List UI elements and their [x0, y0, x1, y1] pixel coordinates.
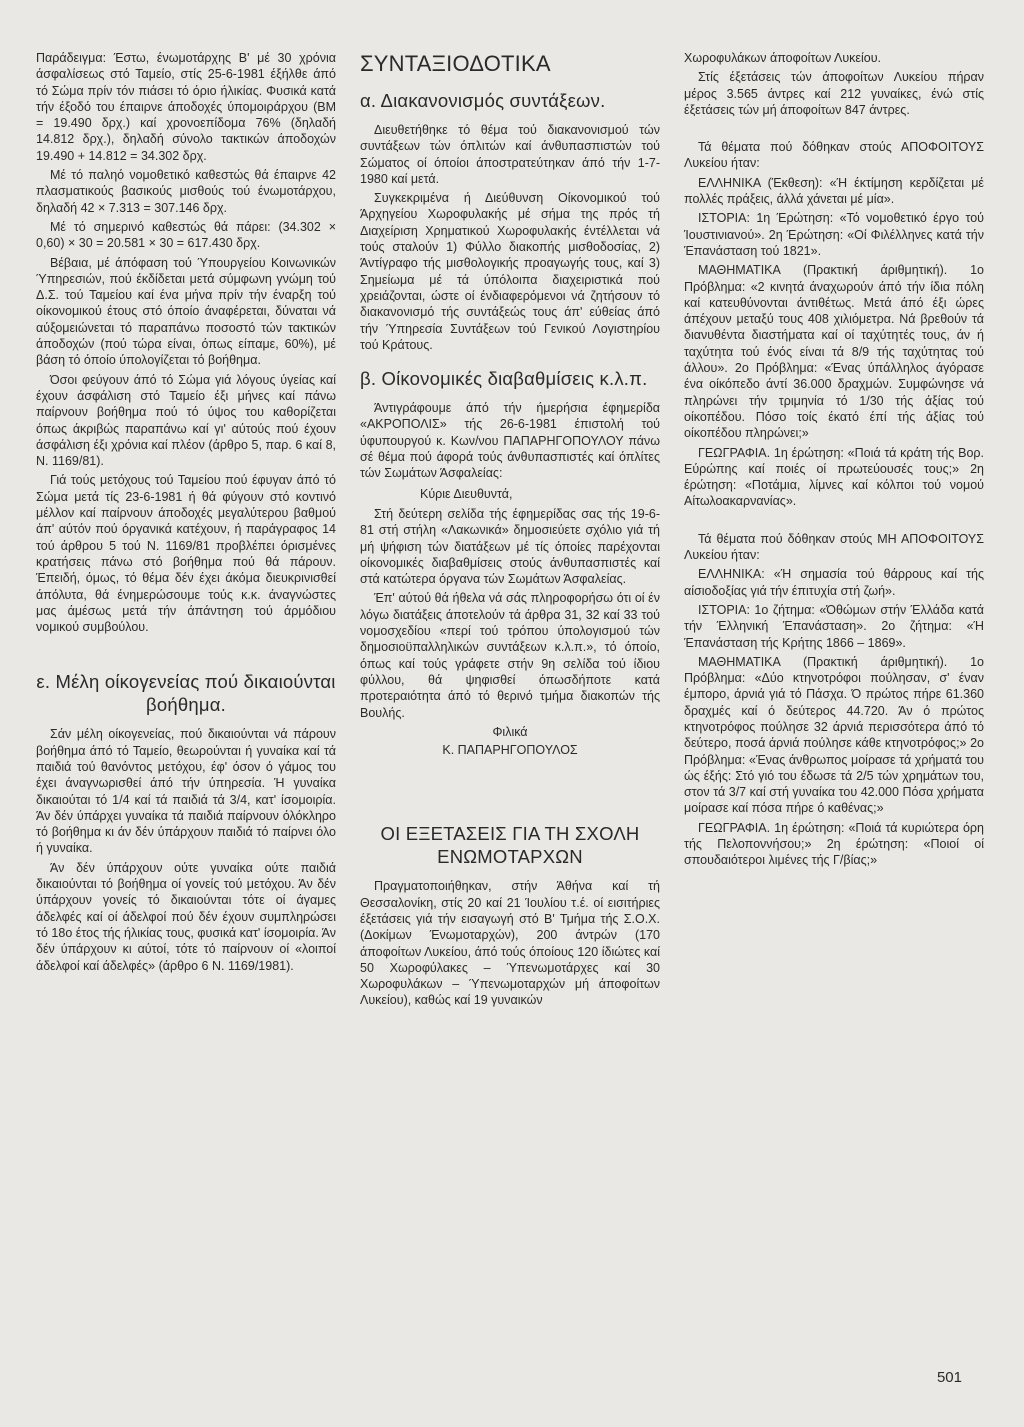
paragraph: ΙΣΤΟΡΙΑ: 1ο ζήτημα: «Όθώμων στήν Έλλάδα κατά τήν Έλληνική Έπανάσταση». 2ο ζήτημα: «Ή Έπανάσταση τής Κρήτης 1866 – 1869».: [684, 602, 984, 650]
section-heading: ε. Μέλη οίκογενείας πού δικαιούνται βοήθημα.: [36, 671, 336, 716]
paragraph: Βέβαια, μέ άπόφαση τού Ύπουργείου Κοινωνικών Ύπηρεσιών, πού έκδίδεται μετά σύμφωνη γνώμη τού Δ.Σ. τού Ταμείου καί ένα μήνα πρίν τήν έναρξη τού οίκονομικού έτους στό όποίο άναφέρεται, δύναται νά αύξομειώνεται τό παραπάνω ποσοστό τών τακτικών άποδοχών (πού τώρα είναι, όπως είπαμε, 60%), μέ βάση τό όποίο ύπολογίζεται τό βοήθημα.: [36, 255, 336, 368]
paragraph: ΙΣΤΟΡΙΑ: 1η Έρώτηση: «Τό νομοθετικό έργο τού Ίουστινιανού». 2η Έρώτηση: «Οί Φιλέλληνες κατά τήν Έπανάσταση τού 1821».: [684, 211, 984, 258]
paragraph: Άν δέν ύπάρχουν ούτε γυναίκα ούτε παιδιά δικαιούνται τό βοήθημα οί γονείς τού μετόχου. Άν δέν ύπάρχουν γονείς τό δικαιούνται τότε οί άγαμες άδελφές καί οί άδελφοί πού δέν έχουν συμπληρώσει τό 18ο έτος τής ήλικίας τους, φυσικά κατ' ίσομοιρία. Άν δέν ύπάρχουν κι αύτοί, τότε τό παίρνουν οί «λοιποί άδελφοί καί άδελφές» (άρθρο 6 Ν. 1169/1981).: [36, 860, 336, 973]
paragraph: Τά θέματα πού δόθηκαν στούς ΜΗ ΑΠΟΦΟΙΤΟΥΣ Λυκείου ήταν:: [684, 531, 984, 563]
paragraph: Διευθετήθηκε τό θέμα τού διακανονισμού τών συντάξεων τών όπλιτών καί άνθυπασπιστών τού Σώματος οί όποίοι άποστρατεύτηκαν άπό τήν 1-7-1980 καί μετά.: [360, 123, 660, 186]
section-heading: ΟΙ ΕΞΕΤΑΣΕΙΣ ΓΙΑ ΤΗ ΣΧΟΛΗ ΕΝΩΜΟΤΑΡΧΩΝ: [380, 823, 640, 868]
letter-closing: Φιλικά: [492, 724, 528, 739]
paragraph: Στή δεύτερη σελίδα τής έφημερίδας σας τής 19-6-81 στή στήλη «Λακωνικά» δημοσιεύετε σχόλιο γιά τή μή ψήφιση τών διατάξεων μέ τίς όποίες παρέχονται οίκονομικές διαβαθμίσεις στούς άνθυπασπιστές καί στά κατώτερα όργανα τών Σωμάτων Άσφαλείας.: [360, 506, 660, 587]
column-middle: [360, 50, 660, 1407]
paragraph: ΜΑΘΗΜΑΤΙΚΑ (Πρακτική άριθμητική). 1ο Πρόβλημα: «2 κινητά άναχωρούν άπό τήν ίδια πόλη καί κατευθύνονται άντιθέτως. Μετά άπό έξι ώρες άπέχουν μεταξύ τους 408 χιλιόμετρα. Νά βρεθούν τά διανυθέντα διαστήματα καί οί ταχύτητές τους, άν ή ταχύτητα τού ένός είναι τά 8/9 τής ταχύτητας τού άλλου». 2ο Πρόβλημα: «Ένας ύπάλληλος άγόρασε ένα οίκόπεδο άντί 36.000 δραχμών. Συμφώνησε νά πληρώνει τήν τριμηνία τό 1/30 τής άξίας τού οίκοπέδου. Πόσο τοίς έκατό έπί τής άξίας τού οίκοπέδου πληρώνει;»: [684, 263, 984, 441]
paragraph: Έπ' αύτού θά ήθελα νά σάς πληροφορήσω ότι οί έν λόγω διατάξεις άποτελούν τά άρθρα 31, 32 καί 33 τού νομοσχεδίου «περί τού τρόπου ύπολογισμού τών δημοσιοϋπαλληλικών συντάξεων κ.λ.π.», τό όποίο, όπως καί τούς γράφετε στήν 9η σελίδα τού ίδιου φύλλου, θά ψηφισθεί όπωσδήποτε κατά προτεραιότητα άπό τό θερινό τμήμα διακοπών τής Βουλής.: [360, 591, 660, 720]
paragraph: Χωροφυλάκων άποφοίτων Λυκείου.: [684, 51, 882, 65]
page-title: ΣΥΝΤΑΞΙΟΔΟΤΙΚΑ: [360, 51, 551, 76]
paragraph: Μέ τό σημερινό καθεστώς θά πάρει: (34.302 × 0,60) × 30 = 20.581 × 30 = 617.430 δρχ.: [36, 219, 336, 251]
column-left: [36, 50, 336, 1407]
paragraph: Μέ τό παληό νομοθετικό καθεστώς θά έπαιρνε 42 πλασματικούς βασικούς μισθούς τού ένωμοτάρχου, δηλαδή 42 × 7.313 = 307.146 δρχ.: [36, 168, 336, 215]
column-right: [684, 50, 984, 1407]
section-heading: α. Διακανονισμός συντάξεων.: [360, 90, 606, 111]
section-heading: β. Οίκονομικές διαβαθμίσεις κ.λ.π.: [360, 368, 648, 390]
paragraph: ΕΛΛΗΝΙΚΑ: «Ή σημασία τού θάρρους καί τής αίσιοδοξίας γιά τήν έπιτυχία στή ζωή».: [684, 567, 984, 598]
paragraph: Πραγματοποιήθηκαν, στήν Άθήνα καί τή Θεσσαλονίκη, στίς 20 καί 21 Ίουλίου τ.έ. οί εισιτήριες έξετάσεις γιά τήν εισαγωγή στό Β' Τμήμα τής Σ.Ο.Χ. (Δοκίμων Ένωμοταρχών), 200 άντρών (170 άποφοίτων Λυκείου, άπό τούς όποίους 120 ίδιώτες καί 50 Χωροφύλακες – Ύπενωμοτάρχες καί 30 Χωροφυλάκων – Ύπενωμοταρχών μή άποφοίτων Λυκείου), καθώς καί 19 γυναικών: [360, 879, 660, 1008]
letter-salutation: Κύριε Διευθυντά,: [420, 486, 513, 501]
paragraph: Παράδειγμα: Έστω, ένωμοτάρχης Β' μέ 30 χρόνια άσφαλίσεως στό Ταμείο, στίς 25-6-1981 έξήλθε άπό τό Σώμα πρίν τόν πιάσει τό όριο ήλικίας. Φυσικά κατά τήν έξοδό του έπαιρνε άποδοχές ύπομοιράρχου (ΒΜ = 19.490 δρχ.) καί χρονοεπίδομα 76% (δηλαδή 14.812 δρχ.), δηλαδή σύνολο τακτικών άποδοχών 19.490 + 14.812 = 34.302 δρχ.: [36, 51, 336, 163]
page-number: 501: [936, 1369, 962, 1386]
paragraph: ΓΕΩΓΡΑΦΙΑ. 1η έρώτηση: «Ποιά τά κράτη τής Βορ. Εύρώπης καί ποιές οί πρωτεύουσές τους;» 2η έρώτηση: «Ποτάμια, λίμνες καί κόλποι τού νομού Αίτωλοακαρνανίας».: [684, 445, 984, 509]
paragraph: Γιά τούς μετόχους τού Ταμείου πού έφυγαν άπό τό Σώμα μετά τίς 23-6-1981 ή θά φύγουν στό κοντινό μέλλον καί παίρνουν άποδοχές μεγαλύτερου βαθμού άπ' αύτόν πού όργανικά κατέχουν, ή παράγραφος 14 τού άρθρου 5 τού Ν. 1169/81 προβλέπει όρισμένες κρατήσεις πάνω στό βοήθημα πού θά πάρουν. Έπειδή, όμως, τό θέμα δέν έχει άκόμα διευκρινισθεί άπόλυτα, θά ένημερώσουμε τούς κ.κ. άναγνώστες μας άμέσως μετά τήν άπάντηση τού άρμόδιου νομικού συμβούλου.: [36, 473, 336, 635]
paragraph: ΜΑΘΗΜΑΤΙΚΑ (Πρακτική άριθμητική). 1ο Πρόβλημα: «Δύο κτηνοτρόφοι πούλησαν, σ' έναν έμπορο, άρνιά γιά τό Πάσχα. Ό πρώτος πήρε 61.360 δραχμές καί ό δεύτερος 44.720. Άν ό πρώτος κτηνοτρόφος πούλησε 32 άρνιά περισσότερα άπό τό δεύτερο, ποσά άρνιά πούλησε κάθε κτηνοτρόφος;» 2ο Πρόβλημα: «Ένας άνθρωπος μοίρασε τά χρήματά του ώς έξής: Στό γιό του έδωσε τά 2/5 τών χρημάτων του, στον τά 3/7 καί στή γυναίκα του 42.000 Πόσα χρήματα μοίρασε καί πόσα πήρε ό καθένας;»: [684, 654, 984, 816]
paragraph: ΓΕΩΓΡΑΦΙΑ. 1η έρώτηση: «Ποιά τά κυριώτερα όρη τής Πελοποννήσου;» 2η έρώτηση: «Ποιοί οί σπουδαιότεροι λιμένες τής Γ/βίας;»: [684, 820, 984, 868]
paragraph: Άντιγράφουμε άπό τήν ήμερήσια έφημερίδα «ΑΚΡΟΠΟΛΙΣ» τής 26-6-1981 έπιστολή τού ύφυπουργού κ. Κων/νου ΠΑΠΑΡΗΓΟΠΟΥΛΟΥ πάνω σέ θέμα πού άφορά τούς άνθυπασπιστές καί όπλίτες τών Σωμάτων Άσφαλείας:: [360, 401, 660, 481]
paragraph: ΕΛΛΗΝΙΚΑ (Έκθεση): «Ή έκτίμηση κερδίζεται μέ πολλές πράξεις, άλλά χάνεται μέ μία».: [684, 175, 984, 207]
paragraph: Σάν μέλη οίκογενείας, πού δικαιούνται νά πάρουν βοήθημα άπό τό Ταμείο, θεωρούνται ή γυναίκα καί τά παιδιά τού θανόντος μετόχου, έφ' όσον ό γάμος του έχει άναγνωρισθεί άπό τήν ύπηρεσία. Ή γυναίκα δικαιούται τό 1/4 καί τά παιδιά τά 3/4, κατ' ίσομοιρία. Άν δέν ύπάρχει γυναίκα τά παιδιά παίρνουν όλόκληρο τό βοήθημα κι άν δέν ύπάρχουν παιδιά τό παίρνει όλο ή γυναίκα.: [36, 727, 336, 856]
letter-signature: Κ. ΠΑΠΑΡΗΓΟΠΟΥΛΟΣ: [442, 743, 578, 758]
paragraph: Όσοι φεύγουν άπό τό Σώμα γιά λόγους ύγείας καί έχουν άσφάλιση στό Ταμείο έξι μήνες καί πάνω παίρνουν βοήθημα πού τό ύψος του καθορίζεται όπως άκριβώς παραπάνω καί γι' αύτούς πού έχουν άσφάλιση έξι χρόνια καί πλέον (άρθρο 5, παρ. 6 καί 8, Ν. 1169/81).: [36, 372, 336, 469]
paragraph: Συγκεκριμένα ή Διεύθυνση Οίκονομικού τού Άρχηγείου Χωροφυλακής μέ σήμα της πρός τή Διαχείριση Χρηματικού Χωροφυλακής έντέλλεται νά τούς σταλούν 1) Φύλλο διακοπής μισθοδοσίας, 2) Άντίγραφο τής μισθολογικής προαγωγής τους, καί 3) Σημείωμα μέ τά ύπόλοιπα διαχειριστικά πού χρειάζονται, ώστε οί ένδιαφερόμενοι νά ζητήσουν τό διακανονισμό τής συντάξεώς τους άπ' εύθείας άπό τήν Ύπηρεσία Συντάξεων τού Γενικού Λογιστηρίου τού Κράτους.: [360, 191, 660, 352]
paragraph: Στίς έξετάσεις τών άποφοίτων Λυκείου πήραν μέρος 3.565 άντρες καί 212 γυναίκες, ένώ στίς έξετάσεις τών μή άποφοίτων 847 άντρες.: [684, 70, 984, 117]
paragraph: Τά θέματα πού δόθηκαν στούς ΑΠΟΦΟΙΤΟΥΣ Λυκείου ήταν:: [684, 140, 984, 171]
